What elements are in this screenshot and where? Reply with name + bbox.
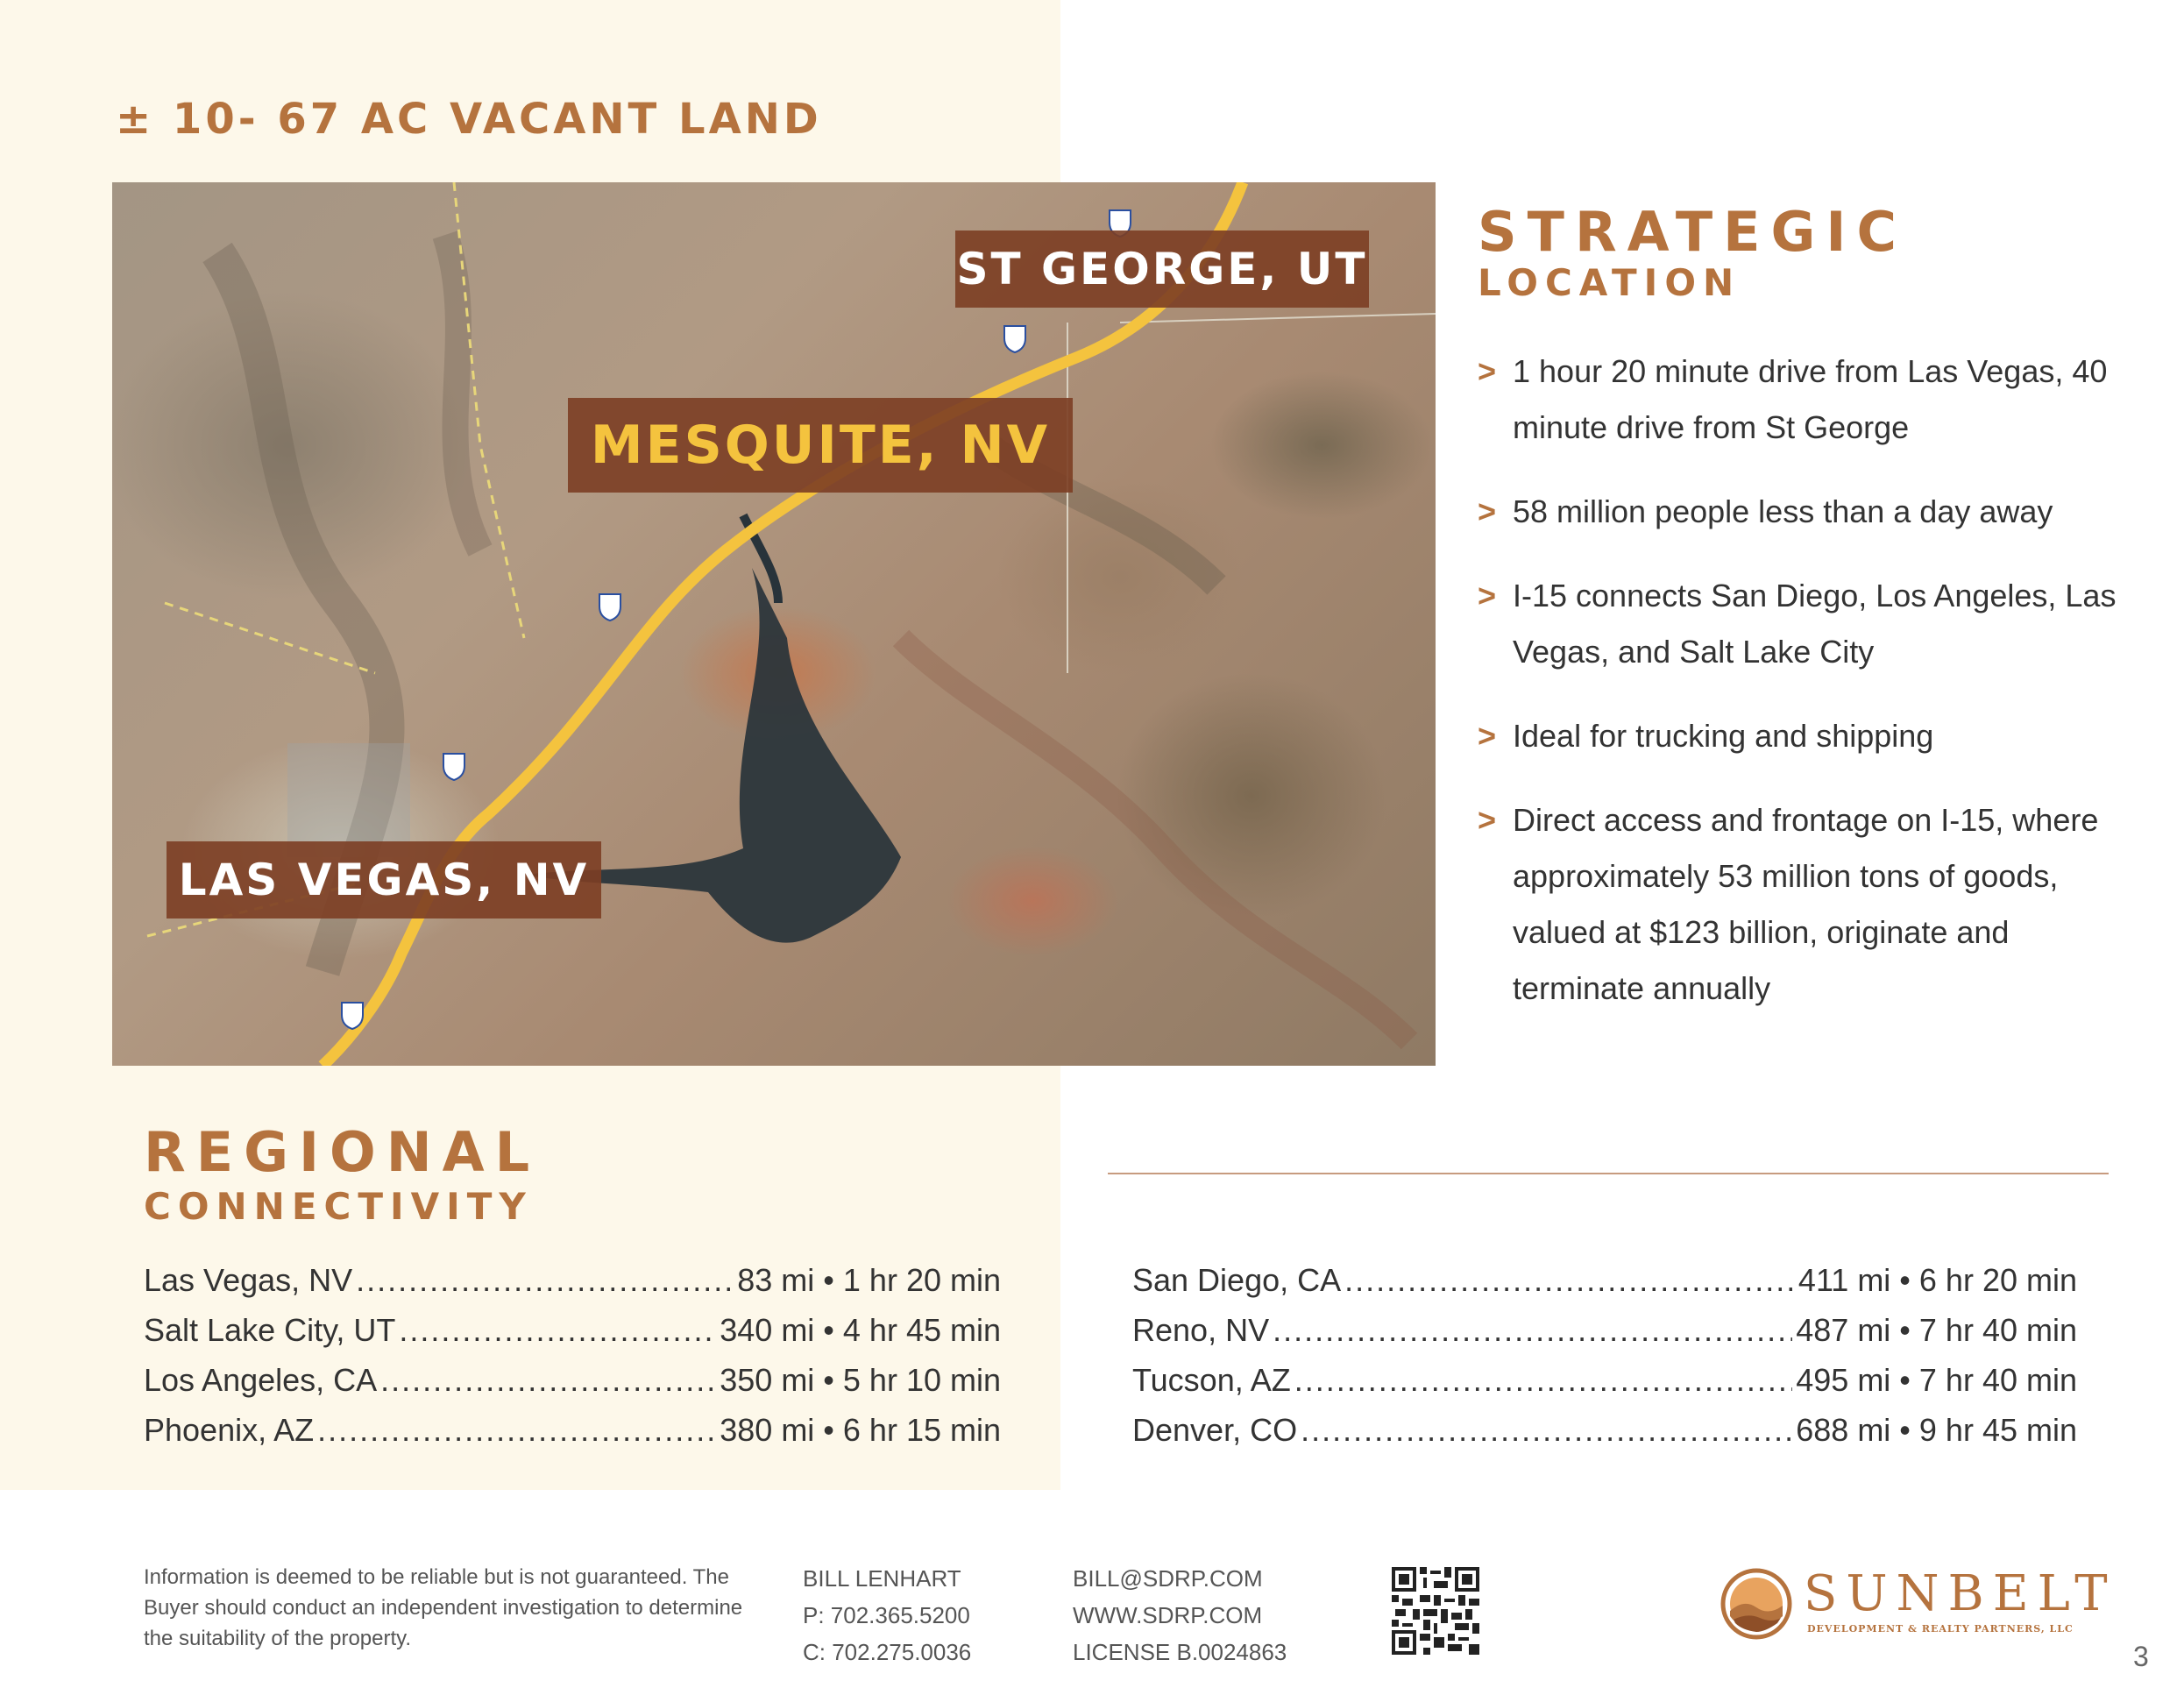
strategic-subtitle: LOCATION <box>1478 261 1741 304</box>
distance-row: San Diego, CA ..... 411 mi • 6 hr 20 min <box>1132 1262 2077 1312</box>
chevron-right-icon: > <box>1478 718 1497 754</box>
company-name: SUNBELT <box>1804 1565 2117 1622</box>
chevron-right-icon: > <box>1478 353 1497 389</box>
bullet-item: > I-15 connects San Diego, Los Angeles, Las Vegas, and Salt Lake City <box>1478 568 2144 680</box>
sunbelt-sun-icon <box>1720 1567 1793 1641</box>
distance-row: Las Vegas, NV ..... 83 mi • 1 hr 20 min <box>144 1262 1001 1312</box>
map-label-las-vegas: LAS VEGAS, NV <box>167 841 601 918</box>
bullet-item: > Ideal for trucking and shipping <box>1478 708 2144 764</box>
chevron-right-icon: > <box>1478 802 1497 838</box>
license-number: LICENSE B.0024863 <box>1073 1639 1287 1665</box>
company-subtitle: DEVELOPMENT & REALTY PARTNERS, LLC <box>1807 1623 2074 1635</box>
distance-row: Phoenix, AZ ..... 380 mi • 6 hr 15 min <box>144 1412 1001 1462</box>
page-number: 3 <box>2133 1641 2149 1672</box>
bullet-item: > 58 million people less than a day away <box>1478 484 2144 540</box>
distance-list-left <box>144 1262 1001 1462</box>
sunbelt-logo <box>1720 1565 2117 1646</box>
regional-title: REGIONAL <box>144 1120 541 1184</box>
email-link[interactable]: BILL@SDRP.COM <box>1073 1565 1263 1592</box>
bullet-item: > 1 hour 20 minute drive from Las Vegas, 40 minute drive from St George <box>1478 344 2144 456</box>
website-link[interactable]: WWW.SDRP.COM <box>1073 1602 1263 1628</box>
property-title: ± 10- 67 AC VACANT LAND <box>116 95 822 144</box>
chevron-right-icon: > <box>1478 578 1497 613</box>
chevron-right-icon: > <box>1478 493 1497 529</box>
contact-agent <box>803 1560 971 1670</box>
regional-subtitle: CONNECTIVITY <box>144 1185 533 1228</box>
phone-office[interactable]: P: 702.365.5200 <box>803 1602 970 1628</box>
distance-row: Reno, NV ..... 487 mi • 7 hr 40 min <box>1132 1312 2077 1362</box>
distance-row: Denver, CO ..... 688 mi • 9 hr 45 min <box>1132 1412 2077 1462</box>
map-label-mesquite: MESQUITE, NV <box>568 398 1073 493</box>
map-label-st-george: ST GEORGE, UT <box>955 231 1369 308</box>
distance-list-right <box>1132 1262 2077 1462</box>
strategic-title: STRATEGIC <box>1478 200 1907 264</box>
qr-code-icon[interactable] <box>1392 1567 1479 1655</box>
section-divider <box>1108 1173 2109 1174</box>
agent-name: BILL LENHART <box>803 1565 961 1592</box>
distance-row: Los Angeles, CA ..... 350 mi • 5 hr 10 min <box>144 1362 1001 1412</box>
disclaimer: Information is deemed to be reliable but is not guaranteed. The Buyer should conduct an independent investigation to determine the suitability of the property. <box>144 1565 743 1650</box>
map-overlay <box>112 182 1436 1066</box>
bullet-item: > Direct access and frontage on I-15, where approximately 53 million tons of goods, valued at $123 billion, originate and terminate annually <box>1478 792 2144 1017</box>
strategic-bullets <box>1478 344 2144 1045</box>
phone-cell[interactable]: C: 702.275.0036 <box>803 1639 972 1665</box>
contact-web <box>1073 1560 1287 1670</box>
distance-row: Tucson, AZ ..... 495 mi • 7 hr 40 min <box>1132 1362 2077 1412</box>
satellite-map[interactable] <box>112 182 1436 1066</box>
distance-row: Salt Lake City, UT ..... 340 mi • 4 hr 45 min <box>144 1312 1001 1362</box>
